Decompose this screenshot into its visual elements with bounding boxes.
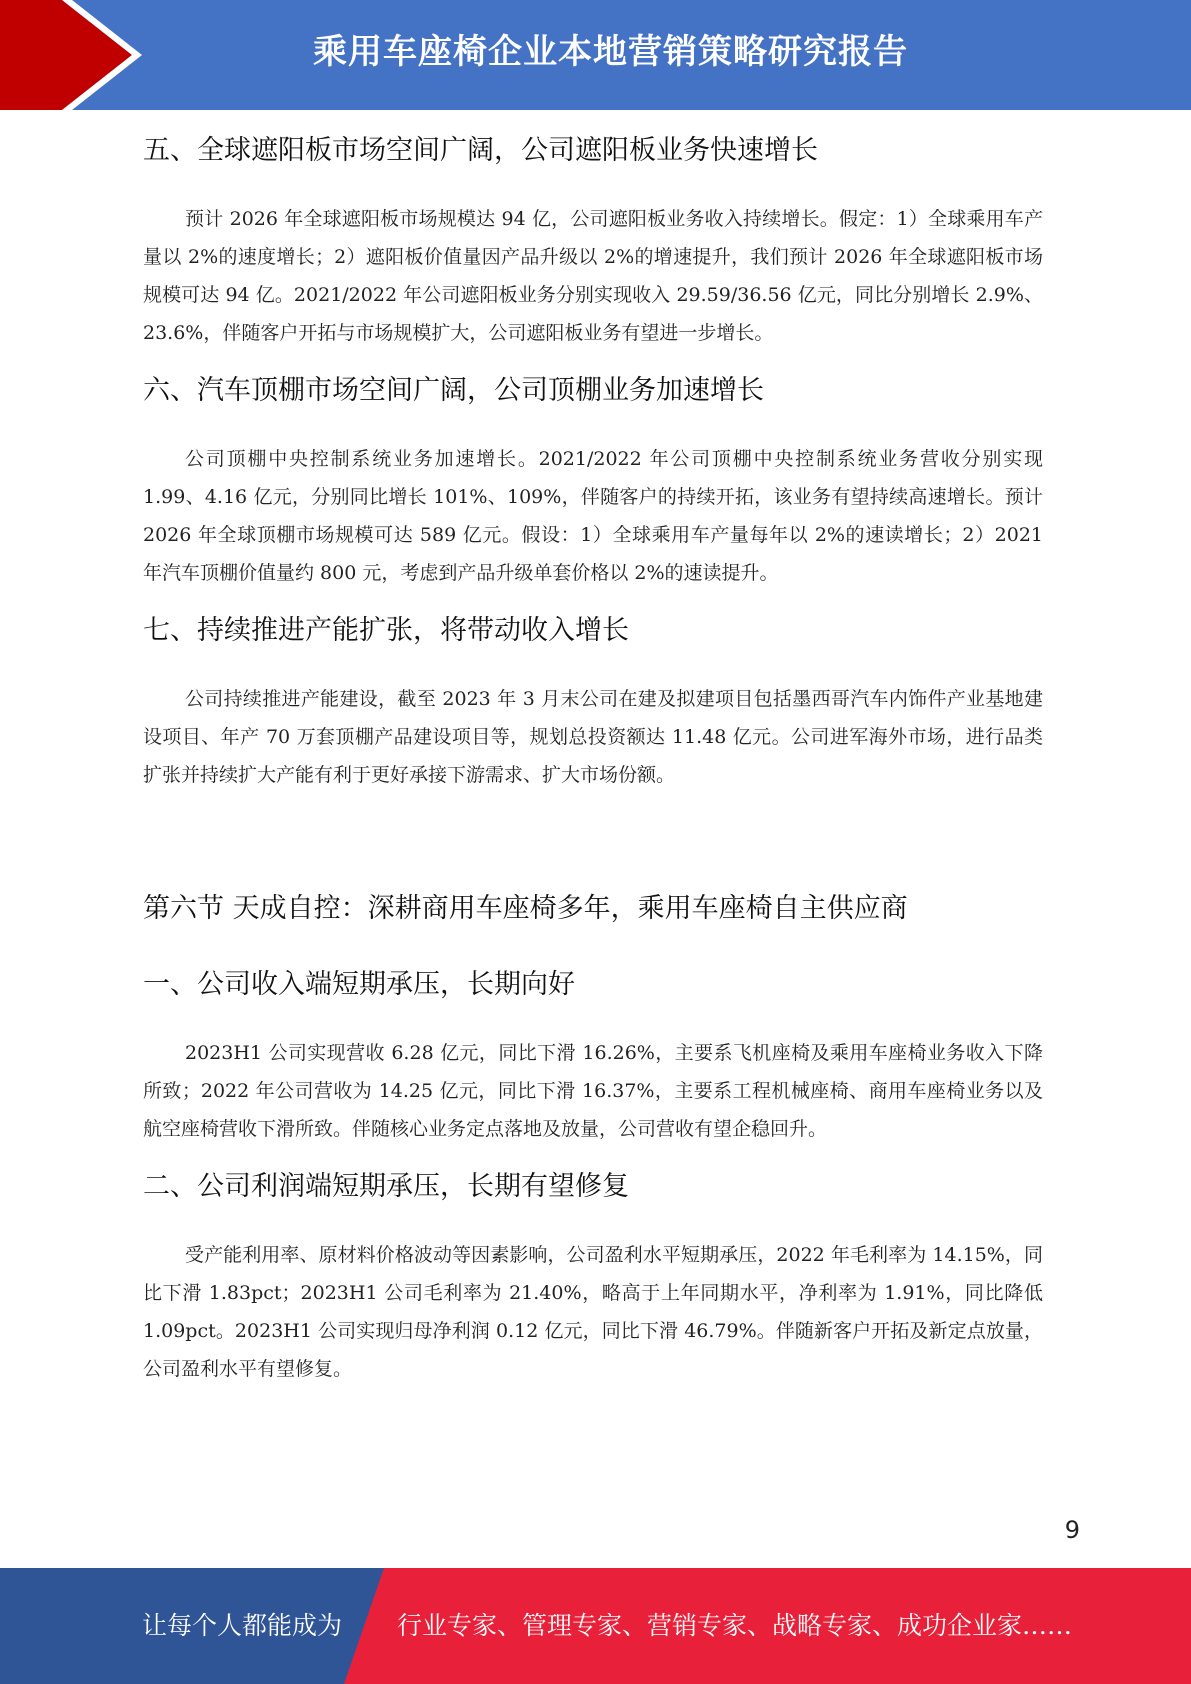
page-footer xyxy=(0,1568,1191,1684)
footer-slogan-right: 行业专家、管理专家、营销专家、战略专家、成功企业家…… xyxy=(397,1611,1073,1640)
section-heading: 五、全球遮阳板市场空间广阔，公司遮阳板业务快速增长 xyxy=(143,135,818,166)
section-heading: 一、公司收入端短期承压，长期向好 xyxy=(143,969,575,1000)
footer-slogan-left: 让每个人都能成为 xyxy=(142,1611,343,1640)
header-title: 乘用车座椅企业本地营销策略研究报告 xyxy=(313,32,908,72)
section-paragraph: 受产能利用率、原材料价格波动等因素影响，公司盈利水平短期承压，2022 年毛利率为 14.15%，同比下滑 1.83pct；2023H1 公司毛利率为 21.40%，略高于上年同期水平，净利率为 1.91%，同比降低 1.09pct。2023H1 公司实现归母净利润 0.12 亿元，同比下滑 46.79%。伴随新客户开拓及新定点放量，公司盈利水平有望修复。 xyxy=(143,1244,1043,1380)
section-paragraph: 预计 2026 年全球遮阳板市场规模达 94 亿，公司遮阳板业务收入持续增长。假定：1）全球乘用车产量以 2%的速度增长；2）遮阳板价值量因产品升级以 2%的增速提升，我们预计 2026 年全球遮阳板市场规模可达 94 亿。2021/2022 年公司遮阳板业务分别实现收入 29.59/36.56 亿元，同比分别增长 2.9%、23.6%，伴随客户开拓与市场规模扩大，公司遮阳板业务有望进一步增长。 xyxy=(143,208,1043,344)
section-paragraph: 公司顶棚中央控制系统业务加速增长。2021/2022 年公司顶棚中央控制系统业务营收分别实现 1.99、4.16 亿元，分别同比增长 101%、109%，伴随客户的持续开拓，该业务有望持续高速增长。预计 2026 年全球顶棚市场规模可达 589 亿元。假设：1）全球乘用车产量每年以 2%的速读增长；2）2021 年汽车顶棚价值量约 800 元，考虑到产品升级单套价格以 2%的速读提升。 xyxy=(143,448,1043,584)
section-paragraph: 2023H1 公司实现营收 6.28 亿元，同比下滑 16.26%，主要系飞机座椅及乘用车座椅业务收入下降所致；2022 年公司营收为 14.25 亿元，同比下滑 16.37%，主要系工程机械座椅、商用车座椅业务以及航空座椅营收下滑所致。伴随核心业务定点落地及放量，公司营收有望企稳回升。 xyxy=(143,1042,1043,1140)
section-heading: 七、持续推进产能扩张，将带动收入增长 xyxy=(143,615,629,646)
section-paragraph: 公司持续推进产能建设，截至 2023 年 3 月末公司在建及拟建项目包括墨西哥汽车内饰件产业基地建设项目、年产 70 万套顶棚产品建设项目等，规划总投资额达 11.48 亿元。公司进军海外市场，进行品类扩张并持续扩大产能有利于更好承接下游需求、扩大市场份额。 xyxy=(143,688,1043,786)
section-heading: 六、汽车顶棚市场空间广阔，公司顶棚业务加速增长 xyxy=(143,375,764,406)
section-heading: 二、公司利润端短期承压，长期有望修复 xyxy=(143,1171,629,1202)
page-number: 9 xyxy=(1064,1516,1080,1544)
chapter-heading: 第六节 天成自控：深耕商用车座椅多年，乘用车座椅自主供应商 xyxy=(143,893,908,924)
document-body xyxy=(143,124,1043,1388)
page-header xyxy=(0,0,1191,110)
